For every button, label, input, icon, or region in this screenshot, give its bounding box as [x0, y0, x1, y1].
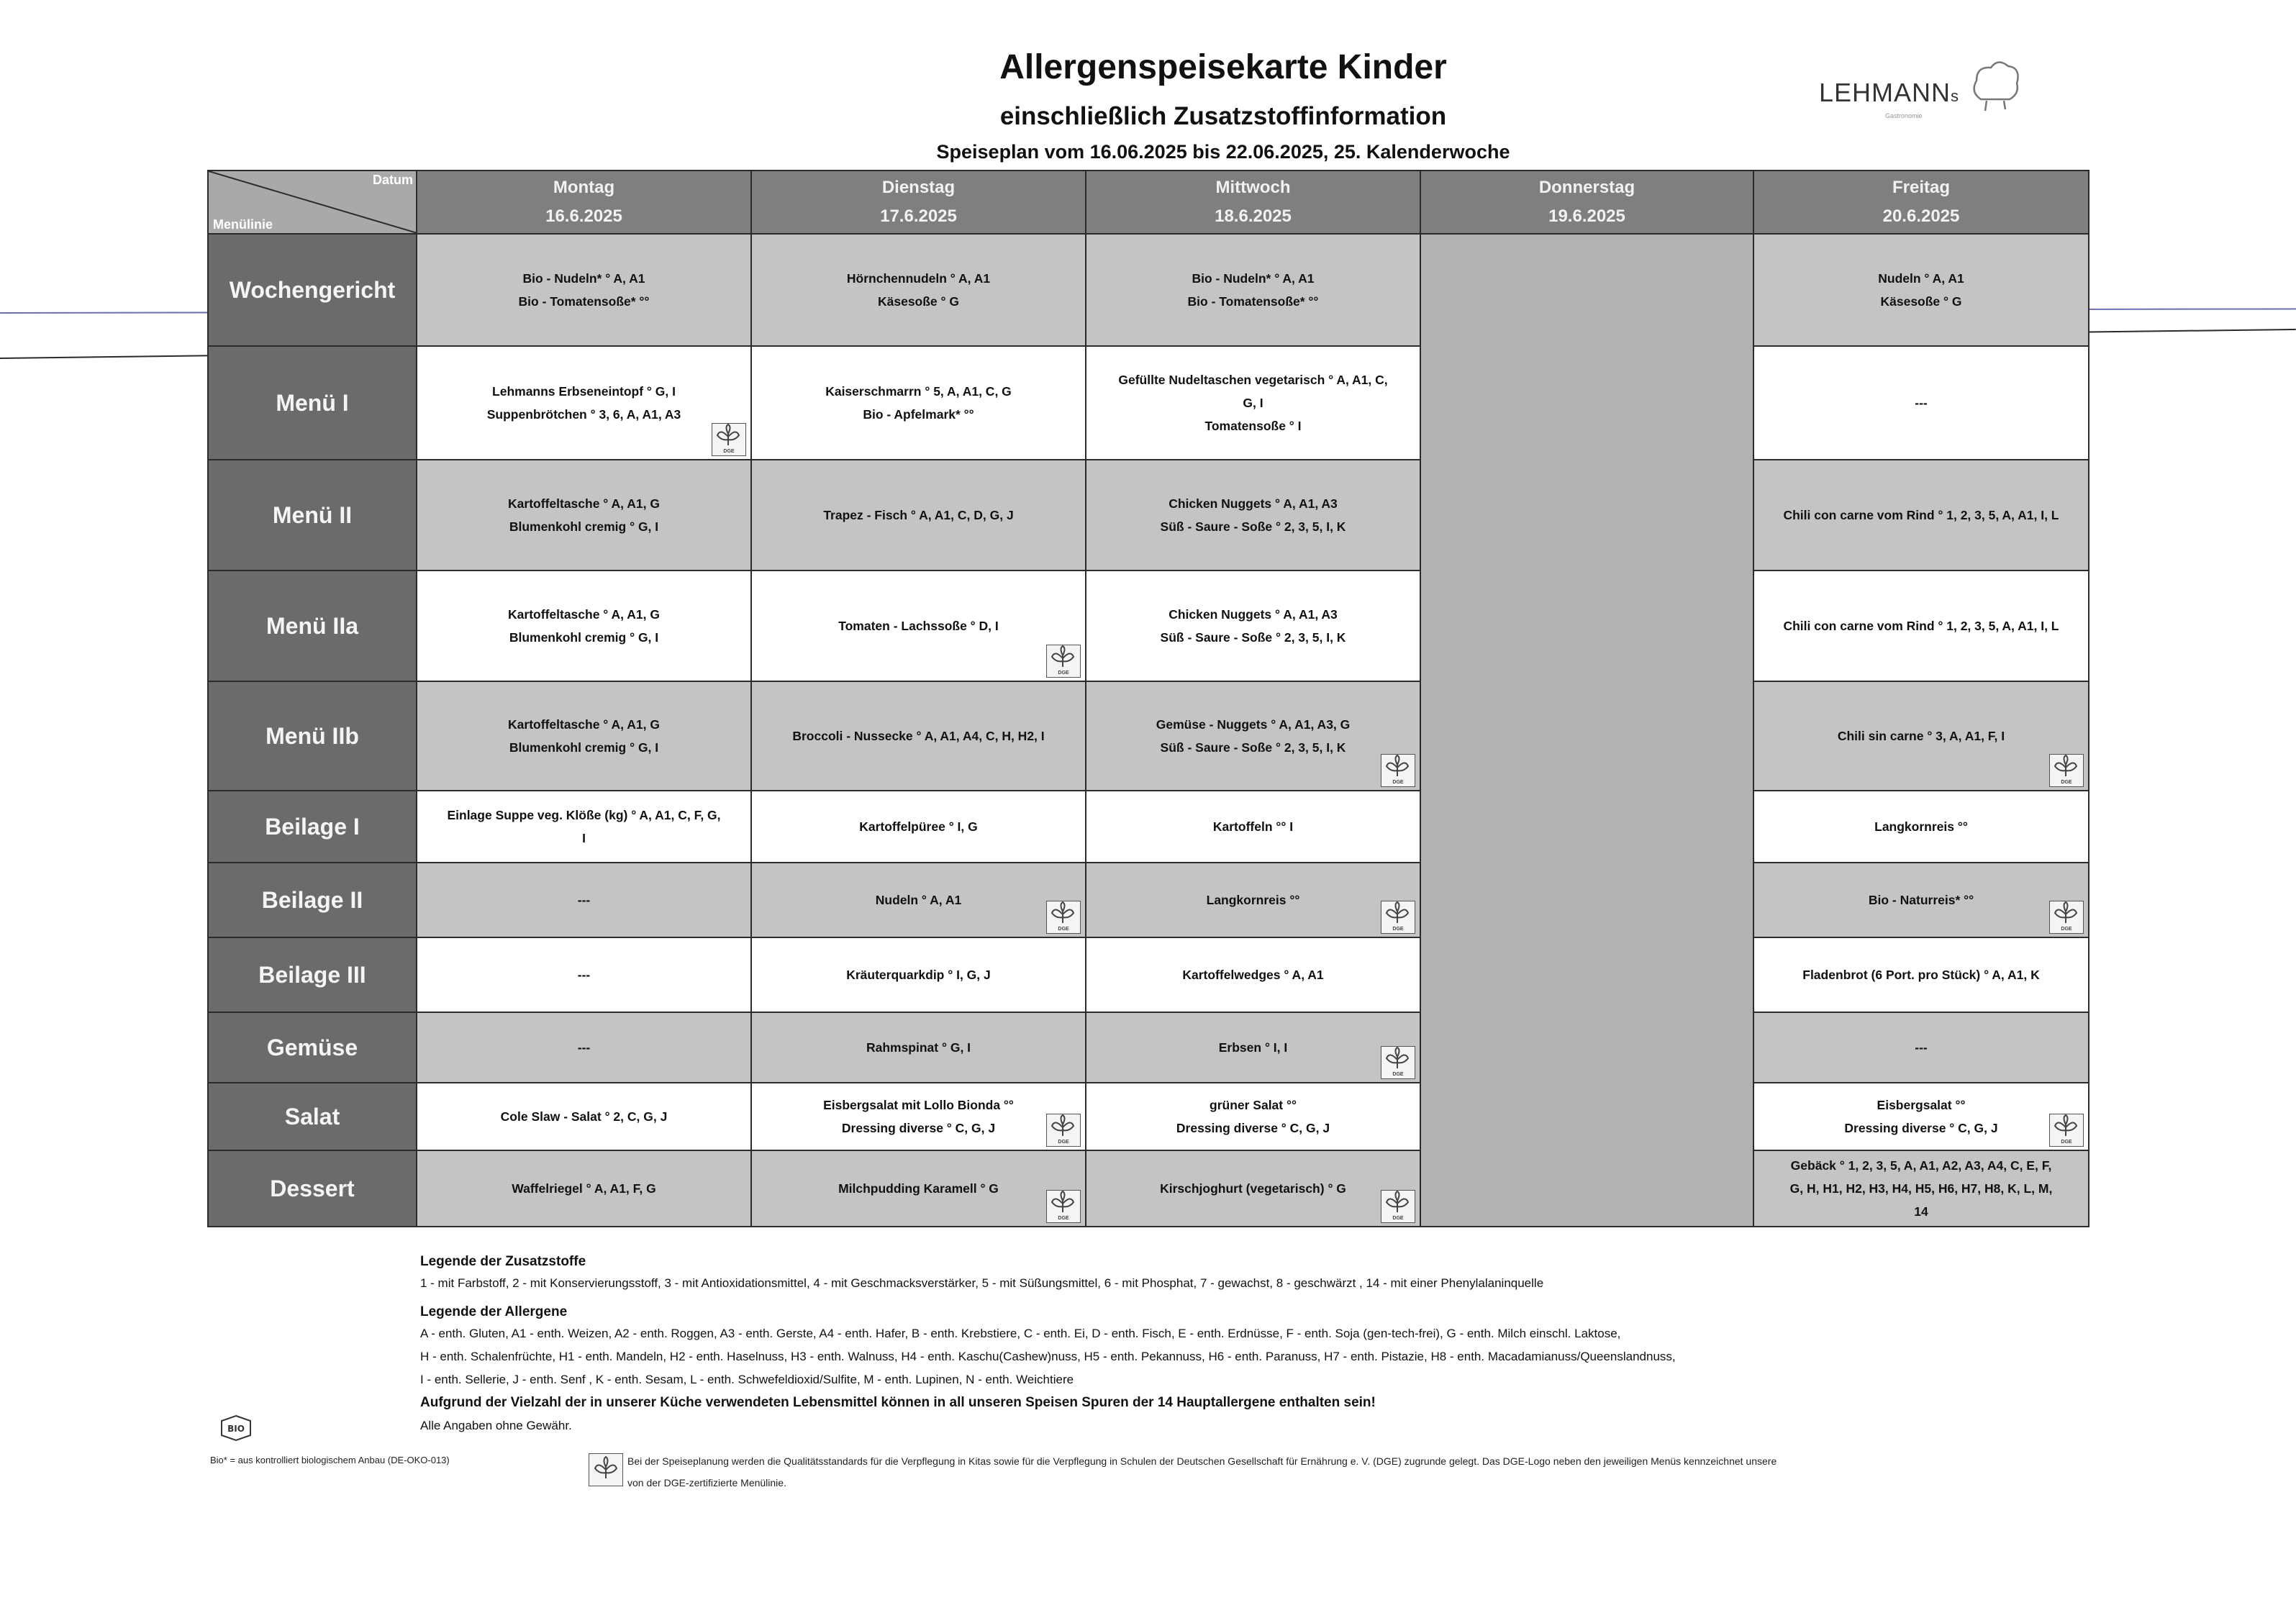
dge-logo-icon: DGE [2049, 754, 2084, 787]
logo-wordmark: LEHMANNs [1819, 78, 1960, 107]
corner-datum-label: Datum [372, 173, 413, 187]
dish-line: Blumenkohl cremig ° G, I [509, 740, 659, 755]
dish-line: Einlage Suppe veg. Klöße (kg) ° A, A1, C, F, G, [447, 808, 721, 822]
dge-logo-icon: DGE [1381, 754, 1415, 787]
dish-line: Blumenkohl cremig ° G, I [509, 630, 659, 645]
dish-line: --- [577, 968, 591, 982]
menu-cell-friday [1753, 571, 2089, 681]
bio-note: Bio* = aus kontrolliert biologischem Anbau (DE-OKO-013) [210, 1455, 450, 1465]
dish-line: Süß - Saure - Soße ° 2, 3, 5, I, K [1160, 740, 1346, 755]
dish-line: Nudeln ° A, A1 [875, 893, 962, 907]
menu-row-menue-ii [208, 460, 2089, 571]
menu-line-label: Menü IIa [208, 571, 417, 681]
disclaimer: Alle Angaben ohne Gewähr. [420, 1419, 572, 1432]
menu-cell-wednesday [1086, 1012, 1420, 1083]
menu-line-label: Wochengericht [208, 234, 417, 346]
dge-logo-icon: DGE [1046, 645, 1081, 678]
dish-line: Eisbergsalat mit Lollo Bionda °° [823, 1098, 1014, 1112]
day-header-wednesday: Mittwoch 18.6.2025 [1086, 171, 1420, 234]
dish-line: Cole Slaw - Salat ° 2, C, G, J [500, 1109, 668, 1124]
menu-cell-tuesday [751, 1083, 1086, 1150]
allergens-legend-line: H - enth. Schalenfrüchte, H1 - enth. Mandeln, H2 - enth. Haselnuss, H3 - enth. Walnuss, H4 - enth. Kaschu(Cashew)nuss, H5 - enth. Pekannuss, H6 - enth. Paranuss, H7 - enth. Pistazie, H8 - enth. Macadamianuss/Queenslandnuss, [420, 1350, 1676, 1363]
corner-menulinie-label: Menülinie [213, 217, 273, 232]
dish-line: Trapez - Fisch ° A, A1, C, D, G, J [823, 508, 1014, 522]
menu-cell-friday [1753, 937, 2089, 1012]
dish-line: Waffelriegel ° A, A1, F, G [512, 1181, 656, 1196]
plan-period: Speiseplan vom 16.06.2025 bis 22.06.2025, 25. Kalenderwoche [936, 141, 1510, 163]
menu-cell-monday [417, 571, 751, 681]
additives-legend-title: Legende der Zusatzstoffe [420, 1254, 586, 1269]
dge-logo-icon: DGE [1381, 1046, 1415, 1079]
dish-line: Fladenbrot (6 Port. pro Stück) ° A, A1, K [1802, 968, 2040, 982]
menu-line-label: Menü IIb [208, 681, 417, 791]
menu-line-label: Menü II [208, 460, 417, 571]
menu-line-label: Gemüse [208, 1012, 417, 1083]
menu-cell-tuesday [751, 937, 1086, 1012]
menu-table [207, 170, 2089, 1227]
dish-line: Kaiserschmarrn ° 5, A, A1, C, G [825, 384, 1012, 399]
svg-text:BIO: BIO [227, 1424, 245, 1434]
dish-line: Käsesoße ° G [1880, 294, 1962, 309]
menu-cell-monday [417, 460, 751, 571]
dish-line: Hörnchennudeln ° A, A1 [846, 271, 991, 286]
dish-line: Chicken Nuggets ° A, A1, A3 [1169, 607, 1338, 622]
menu-cell-wednesday [1086, 863, 1420, 937]
dish-line: Bio - Nudeln* ° A, A1 [522, 271, 645, 286]
menu-cell-tuesday [751, 346, 1086, 460]
dish-line: Bio - Tomatensoße* °° [518, 294, 650, 309]
menu-cell-wednesday [1086, 571, 1420, 681]
menu-row-gemuese [208, 1012, 2089, 1083]
menu-cell-friday [1753, 791, 2089, 863]
dish-line: Tomaten - Lachssoße ° D, I [838, 619, 999, 633]
menu-cell-wednesday [1086, 234, 1420, 346]
menu-cell-friday [1753, 1012, 2089, 1083]
dish-line: grüner Salat °° [1210, 1098, 1297, 1112]
menu-cell-monday [417, 1012, 751, 1083]
menu-cell-friday [1753, 346, 2089, 460]
dish-line: G, I [1243, 396, 1263, 410]
menu-row-menue-i [208, 346, 2089, 460]
menu-row-dessert [208, 1150, 2089, 1227]
dge-logo-icon: DGE [1046, 1190, 1081, 1223]
dish-line: Dressing diverse ° C, G, J [1176, 1121, 1330, 1135]
dish-line: Kartoffeltasche ° A, A1, G [508, 496, 660, 511]
menu-cell-tuesday [751, 863, 1086, 937]
dish-line: Langkornreis °° [1206, 893, 1300, 907]
menu-row-menue-iia [208, 571, 2089, 681]
dish-line: Bio - Naturreis* °° [1868, 893, 1974, 907]
dish-line: I [582, 831, 586, 845]
menu-table-body [208, 234, 2089, 1227]
dge-logo-icon: DGE [1381, 901, 1415, 934]
dish-line: Langkornreis °° [1874, 819, 1968, 834]
menu-cell-monday [417, 937, 751, 1012]
dish-line: 14 [1914, 1204, 1928, 1219]
menu-cell-tuesday [751, 1150, 1086, 1227]
dish-line: Gemüse - Nuggets ° A, A1, A3, G [1156, 717, 1351, 732]
dish-line: Kartoffeltasche ° A, A1, G [508, 717, 660, 732]
menu-line-label: Beilage III [208, 937, 417, 1012]
menu-cell-friday [1753, 1150, 2089, 1227]
menu-row-beilage-iii [208, 937, 2089, 1012]
menu-cell-wednesday [1086, 1083, 1420, 1150]
dish-line: Kartoffeln °° I [1212, 819, 1294, 834]
dge-logo-icon: DGE [1046, 901, 1081, 934]
dge-logo-icon: DGE [2049, 901, 2084, 934]
menu-cell-wednesday [1086, 681, 1420, 791]
dish-line: Chili sin carne ° 3, A, A1, F, I [1837, 729, 2005, 743]
dish-line: Tomatensoße ° I [1204, 419, 1302, 433]
dish-line: Suppenbrötchen ° 3, 6, A, A1, A3 [486, 407, 681, 422]
dish-line: Süß - Saure - Soße ° 2, 3, 5, I, K [1160, 630, 1346, 645]
dge-logo-icon: DGE [1046, 1114, 1081, 1147]
dge-logo-icon: DGE [2049, 1114, 2084, 1147]
menu-cell-monday [417, 234, 751, 346]
menu-row-wochengericht [208, 234, 2089, 346]
thursday-closed-cell [1420, 234, 1753, 1227]
menu-cell-tuesday [751, 234, 1086, 346]
dish-line: --- [577, 1040, 591, 1055]
menu-cell-friday [1753, 1083, 2089, 1150]
logo-subtitle: Gastronomie [1885, 112, 1923, 119]
dish-line: Käsesoße ° G [877, 294, 959, 309]
additives-legend-text: 1 - mit Farbstoff, 2 - mit Konservierungsstoff, 3 - mit Antioxidationsmittel, 4 - mit Geschmacksverstärker, 5 - mit Süßungsmittel, 6 - mit Phosphat, 7 - gewachst, 8 - geschwärzt , 14 - mit einer Phenylalaninquelle [420, 1276, 1544, 1290]
dge-logo-icon [589, 1453, 623, 1486]
dish-line: Gebäck ° 1, 2, 3, 5, A, A1, A2, A3, A4, C, E, F, [1790, 1158, 2052, 1173]
dish-line: Bio - Tomatensoße* °° [1187, 294, 1319, 309]
menu-cell-wednesday [1086, 346, 1420, 460]
allergens-legend-title: Legende der Allergene [420, 1304, 568, 1319]
menu-cell-wednesday [1086, 937, 1420, 1012]
menu-cell-friday [1753, 460, 2089, 571]
menu-line-label: Beilage II [208, 863, 417, 937]
menu-cell-tuesday [751, 791, 1086, 863]
dish-line: G, H, H1, H2, H3, H4, H5, H6, H7, H8, K, L, M, [1789, 1181, 2053, 1196]
menu-cell-friday [1753, 234, 2089, 346]
dish-line: Lehmanns Erbseneintopf ° G, I [492, 384, 676, 399]
title-block [720, 45, 1727, 164]
page-subtitle: einschließlich Zusatzstoffinformation [999, 102, 1447, 130]
dish-line: Eisbergsalat °° [1877, 1098, 1966, 1112]
day-header-monday: Montag 16.6.2025 [417, 171, 751, 234]
dish-line: Rahmspinat ° G, I [866, 1040, 971, 1055]
menu-cell-tuesday [751, 460, 1086, 571]
day-header-thursday: Donnerstag 19.6.2025 [1420, 171, 1753, 234]
dish-line: --- [1915, 1040, 1928, 1055]
dish-line: Süß - Saure - Soße ° 2, 3, 5, I, K [1160, 519, 1346, 534]
day-header-friday: Freitag 20.6.2025 [1753, 171, 2089, 234]
allergens-legend-line: A - enth. Gluten, A1 - enth. Weizen, A2 - enth. Roggen, A3 - enth. Gerste, A4 - enth. Hafer, B - enth. Krebstiere, C - enth. Ei, D - enth. Fisch, E - enth. Erdnüsse, F - enth. Soja (gen-tech-frei), G - enth. Milch einschl. Laktose, [420, 1327, 1621, 1340]
dish-line: Bio - Apfelmark* °° [863, 407, 974, 422]
menu-line-label: Beilage I [208, 791, 417, 863]
legend [420, 1252, 2075, 1437]
dish-line: Nudeln ° A, A1 [1878, 271, 1964, 286]
menu-cell-tuesday [751, 681, 1086, 791]
dish-line: Kartoffeltasche ° A, A1, G [508, 607, 660, 622]
dish-line: Chili con carne vom Rind ° 1, 2, 3, 5, A, A1, I, L [1783, 619, 2059, 633]
menu-cell-tuesday [751, 1012, 1086, 1083]
dish-line: Gefüllte Nudeltaschen vegetarisch ° A, A1, C, [1118, 373, 1388, 387]
menu-line-label: Dessert [208, 1150, 417, 1227]
menu-cell-monday [417, 791, 751, 863]
dish-line: Kräuterquarkdip ° I, G, J [846, 968, 991, 982]
dish-line: Chili con carne vom Rind ° 1, 2, 3, 5, A, A1, I, L [1783, 508, 2059, 522]
dish-line: Kartoffelpüree ° I, G [859, 819, 978, 834]
dish-line: Kirschjoghurt (vegetarisch) ° G [1160, 1181, 1346, 1196]
menu-line-label: Menü I [208, 346, 417, 460]
menu-row-salat [208, 1083, 2089, 1150]
table-corner [208, 171, 417, 234]
dge-note: Bei der Speiseplanung werden die Qualitätsstandards für die Verpflegung in Kitas sowie für die Verpflegung in Schulen der Deutschen Gesellschaft für Ernährung e. V. (DGE) zugrunde gelegt. Das DGE-Logo neben den jeweiligen Menüs kennzeichnet unsere von der DGE-zertifizierte Menülinie. [627, 1455, 1777, 1488]
dish-line: --- [577, 893, 591, 907]
bio-seal-icon [219, 1414, 253, 1442]
dish-line: Chicken Nuggets ° A, A1, A3 [1169, 496, 1338, 511]
menu-cell-wednesday [1086, 460, 1420, 571]
menu-cell-wednesday [1086, 791, 1420, 863]
menu-line-label: Salat [208, 1083, 417, 1150]
dish-line: Blumenkohl cremig ° G, I [509, 519, 659, 534]
menu-row-beilage-ii [208, 863, 2089, 937]
dish-line: --- [1915, 396, 1928, 410]
menu-row-beilage-i [208, 791, 2089, 863]
dish-line: Dressing diverse ° C, G, J [1844, 1121, 1998, 1135]
dish-line: Kartoffelwedges ° A, A1 [1182, 968, 1324, 982]
menu-cell-friday [1753, 681, 2089, 791]
page-title: Allergenspeisekarte Kinder [999, 48, 1447, 86]
allergen-warning: Aufgrund der Vielzahl der in unserer Küche verwendeten Lebensmittel können in all unseren Speisen Spuren der 14 Hauptallergene enthalten sein! [420, 1395, 1376, 1410]
menu-cell-monday [417, 863, 751, 937]
menu-cell-monday [417, 1083, 751, 1150]
menu-cell-tuesday [751, 571, 1086, 681]
dge-logo-icon: DGE [1381, 1190, 1415, 1223]
dish-line: Broccoli - Nussecke ° A, A1, A4, C, H, H2, I [792, 729, 1045, 743]
dish-line: Milchpudding Karamell ° G [838, 1181, 999, 1196]
dish-line: Bio - Nudeln* ° A, A1 [1192, 271, 1315, 286]
dge-logo-icon: DGE [712, 423, 746, 456]
menu-cell-wednesday [1086, 1150, 1420, 1227]
day-header-tuesday: Dienstag 17.6.2025 [751, 171, 1086, 234]
menu-cell-monday [417, 1150, 751, 1227]
menu-cell-friday [1753, 863, 2089, 937]
lehmanns-logo [1819, 56, 2028, 128]
menu-row-menue-iib [208, 681, 2089, 791]
allergens-legend-line: I - enth. Sellerie, J - enth. Senf , K - enth. Sesam, L - enth. Schwefeldioxid/Sulfite, M - enth. Lupinen, N - enth. Weichtiere [420, 1373, 1074, 1386]
menu-cell-monday [417, 346, 751, 460]
chef-hat-icon [1966, 56, 2024, 114]
dish-line: Erbsen ° I, I [1218, 1040, 1288, 1055]
menu-cell-monday [417, 681, 751, 791]
dish-line: Dressing diverse ° C, G, J [841, 1121, 996, 1135]
table-header-row [208, 171, 2089, 234]
